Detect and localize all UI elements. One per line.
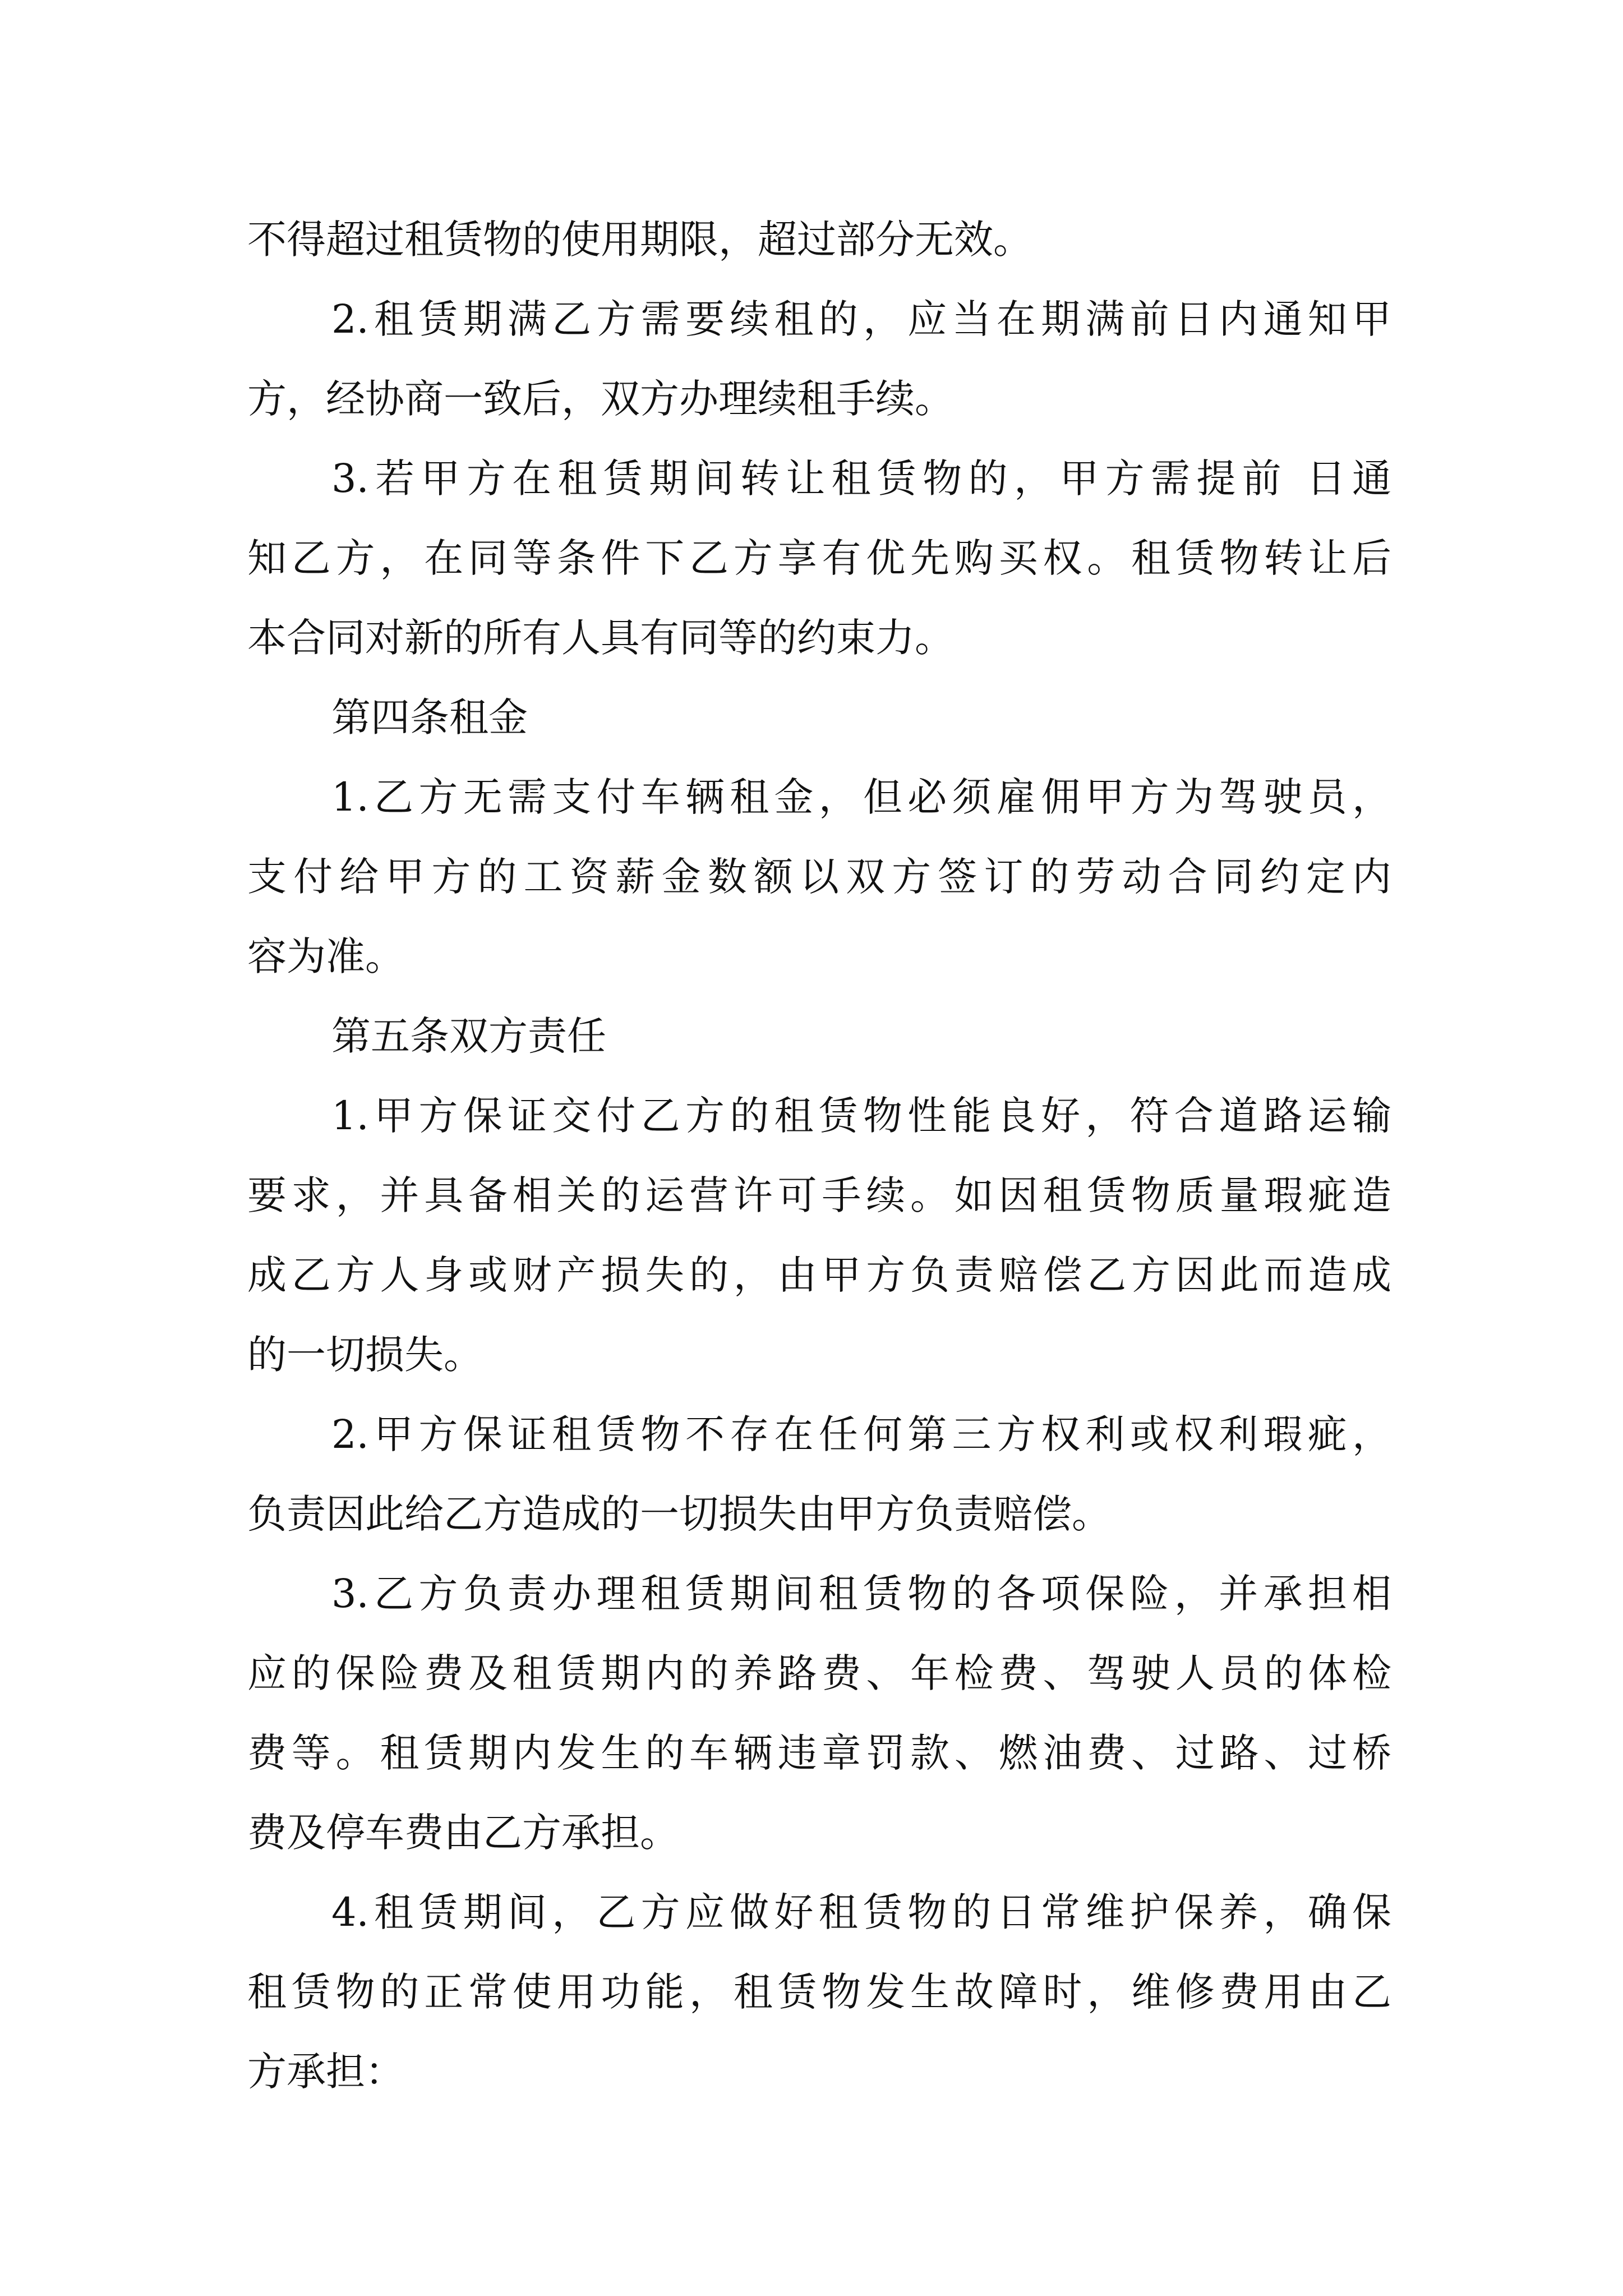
text-line: 2.甲方保证租赁物不存在任何第三方权利或权利瑕疵， (331, 1411, 1391, 1457)
text-line: 2.租赁期满乙方需要续租的，应当在期满前日内通知甲 (331, 296, 1391, 342)
document-body (247, 200, 1391, 2111)
text-line: 方，经协商一致后，双方办理续租手续。 (247, 376, 954, 422)
text-line: 费及停车费由乙方承担。 (247, 1810, 679, 1856)
text-line: 知乙方，在同等条件下乙方享有优先购买权。租赁物转让后 (247, 535, 1391, 581)
text-line: 容为准。 (247, 933, 404, 979)
text-line: 3.若甲方在租赁期间转让租赁物的，甲方需提前 日通 (331, 455, 1391, 501)
text-line: 支付给甲方的工资薪金数额以双方签订的劳动合同约定内 (247, 854, 1391, 900)
text-line: 应的保险费及租赁期内的养路费、年检费、驾驶人员的体检 (247, 1650, 1391, 1696)
text-line: 的一切损失。 (247, 1332, 483, 1378)
text-line: 负责因此给乙方造成的一切损失由甲方负责赔偿。 (247, 1491, 1111, 1537)
text-line: 1.甲方保证交付乙方的租赁物性能良好，符合道路运输 (331, 1093, 1391, 1139)
text-line: 不得超过租赁物的使用期限，超过部分无效。 (247, 217, 1032, 263)
text-line: 4.租赁期间，乙方应做好租赁物的日常维护保养，确保 (331, 1889, 1391, 1935)
text-line: 费等。租赁期内发生的车辆违章罚款、燃油费、过路、过桥 (247, 1730, 1391, 1776)
section-heading: 第五条双方责任 (331, 1013, 606, 1059)
text-line: 租赁物的正常使用功能，租赁物发生故障时，维修费用由乙 (247, 1969, 1391, 2015)
text-line: 3.乙方负责办理租赁期间租赁物的各项保险，并承担相 (331, 1571, 1391, 1617)
section-heading: 第四条租金 (331, 694, 528, 740)
text-line: 方承担： (247, 2049, 404, 2095)
text-line: 1.乙方无需支付车辆租金，但必须雇佣甲方为驾驶员， (331, 774, 1391, 820)
text-line: 要求，并具备相关的运营许可手续。如因租赁物质量瑕疵造 (247, 1172, 1391, 1218)
text-line: 本合同对新的所有人具有同等的约束力。 (247, 615, 954, 661)
text-line: 成乙方人身或财产损失的，由甲方负责赔偿乙方因此而造成 (247, 1252, 1391, 1298)
